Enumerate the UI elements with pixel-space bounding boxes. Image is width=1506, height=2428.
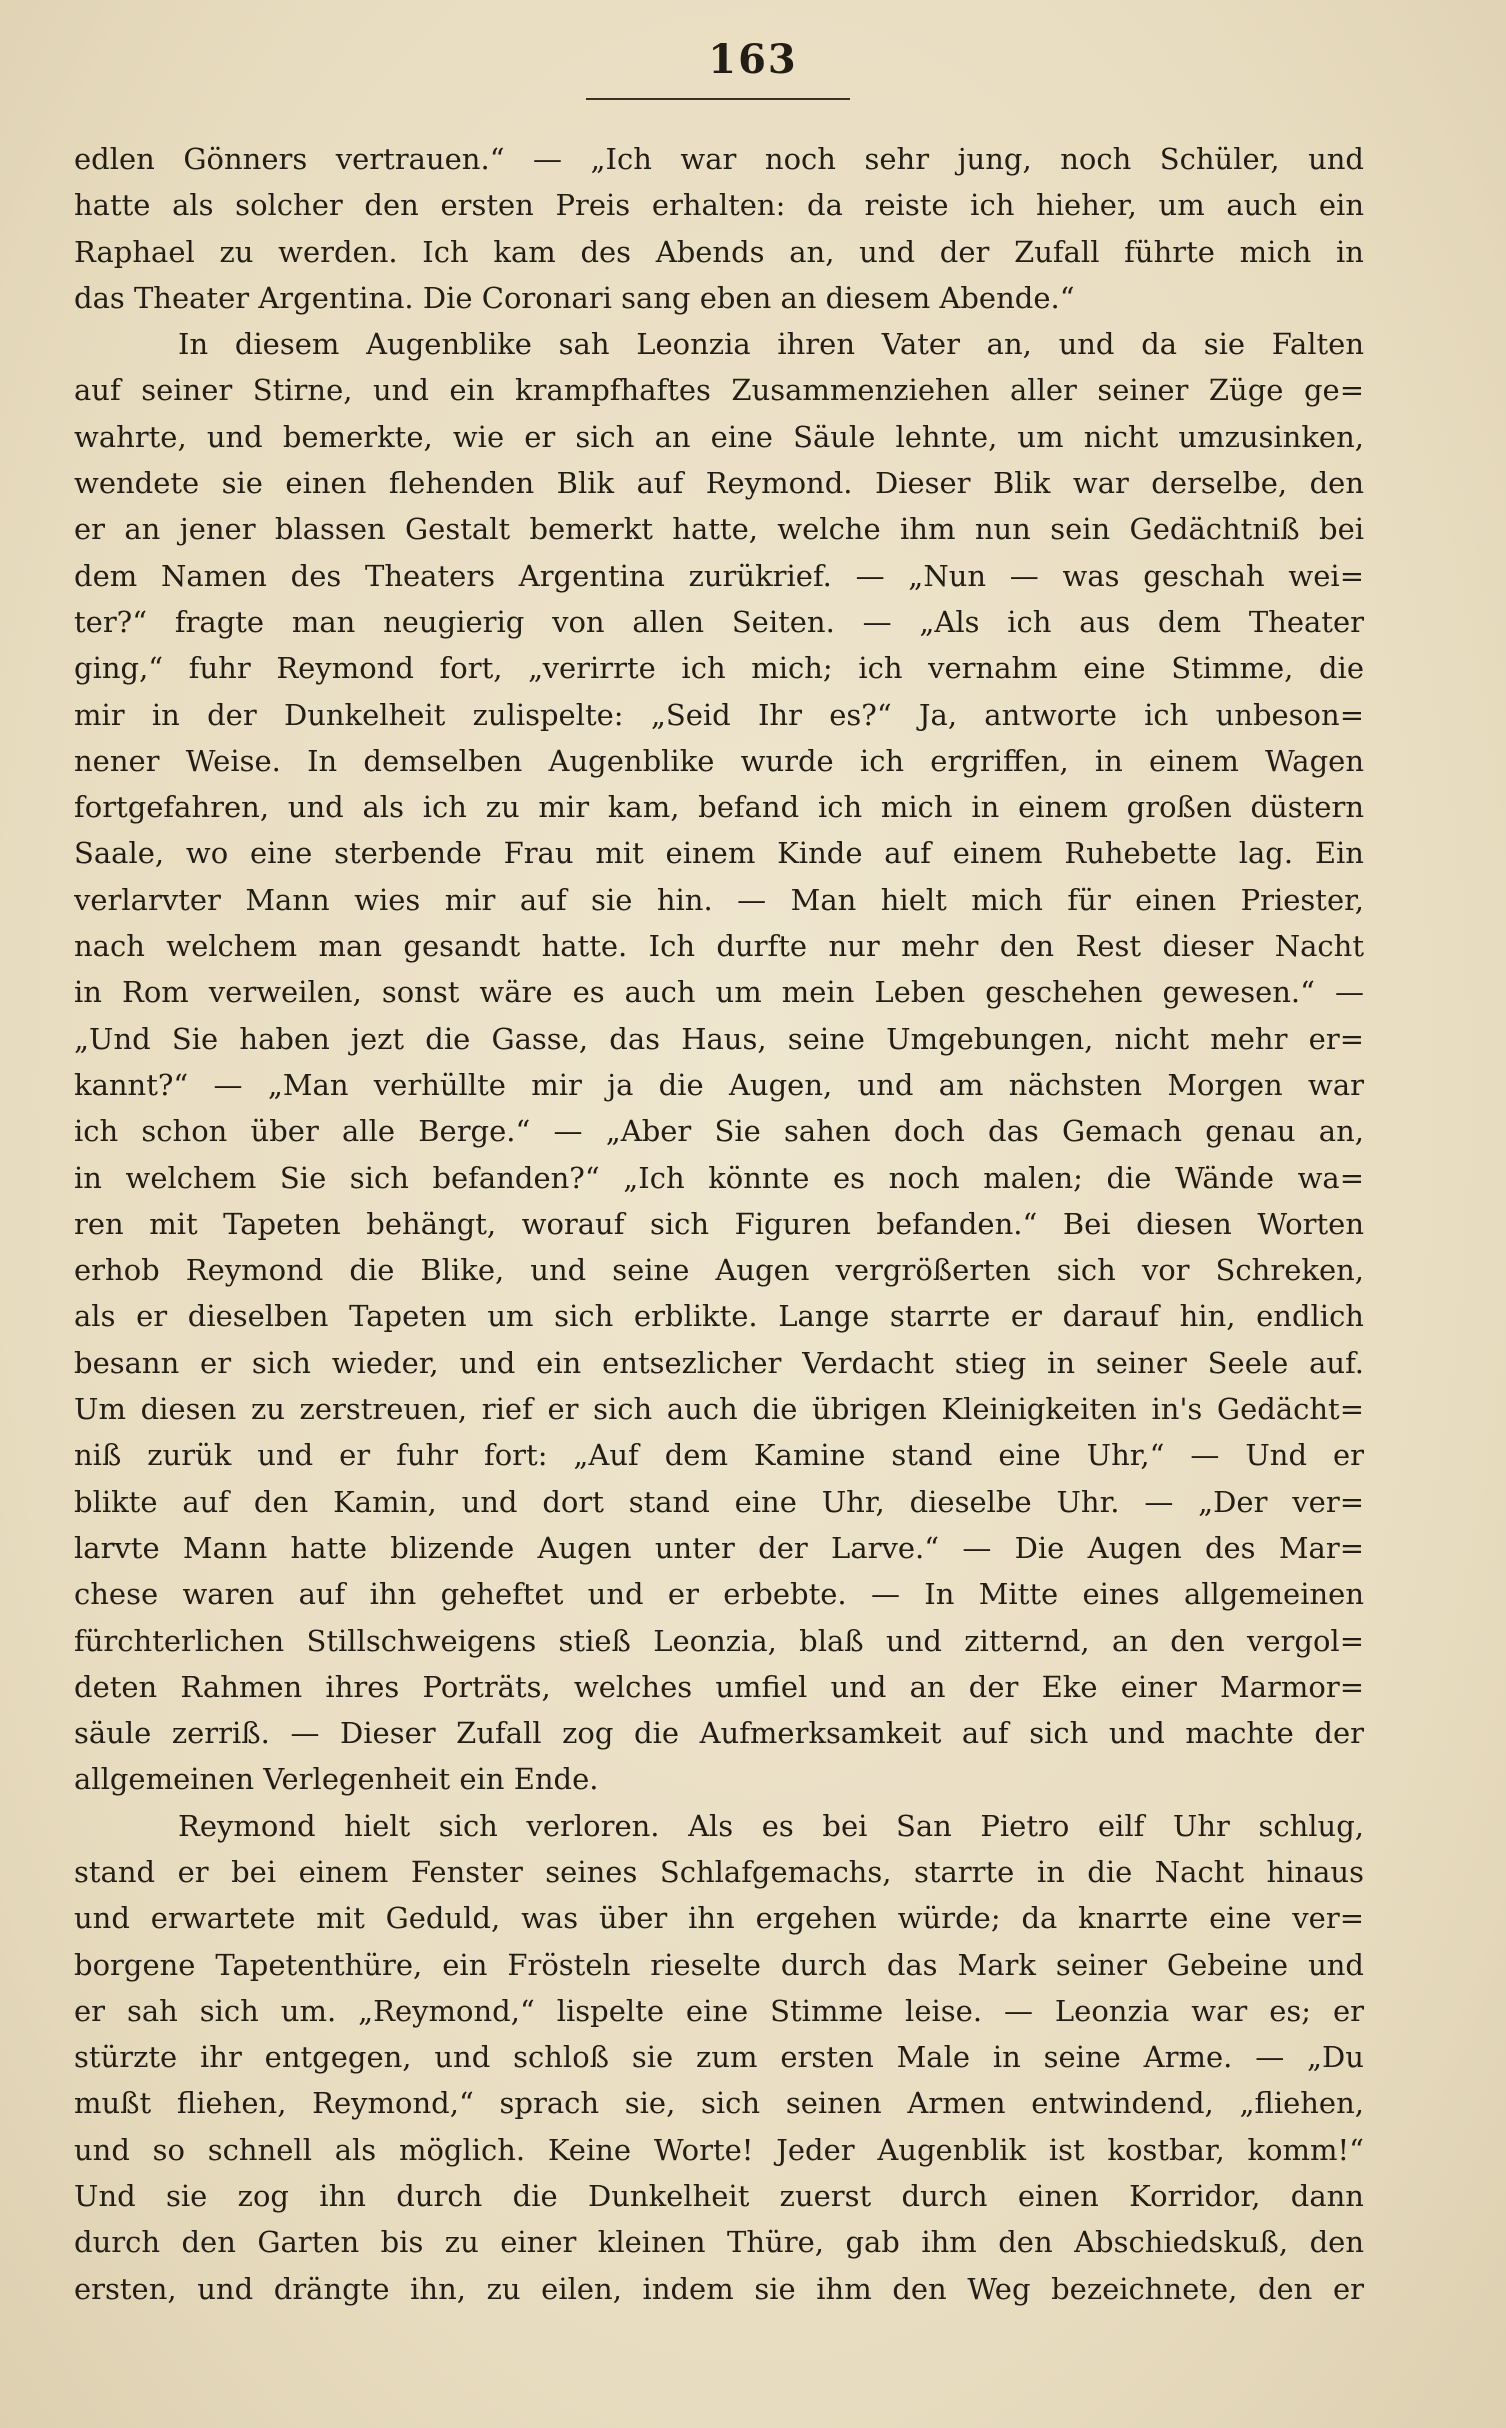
text-line: edlen Gönners vertrauen.“ — „Ich war noch sehr jung, noch Schüler, und bbox=[74, 142, 1364, 176]
text-line: larvte Mann hatte blizende Augen unter der Larve.“ — Die Augen des Mar= bbox=[74, 1530, 1364, 1565]
text-line: stand er bei einem Fenster seines Schlafgemachs, starrte in die Nacht hinaus bbox=[74, 1854, 1364, 1889]
text-line: ging,“ fuhr Reymond fort, „verirrte ich mich; ich vernahm eine Stimme, die bbox=[74, 651, 1364, 686]
text-line: fortgefahren, und als ich zu mir kam, befand ich mich in einem großen düstern bbox=[74, 790, 1364, 825]
text-line: wahrte, und bemerkte, wie er sich an eine Säule lehnte, um nicht umzusinken, bbox=[74, 419, 1364, 454]
text-line: wendete sie einen flehenden Blik auf Reymond. Dieser Blik war derselbe, den bbox=[74, 466, 1364, 501]
text-line: das Theater Argentina. Die Coronari sang eben an diesem Abende.“ bbox=[74, 280, 1075, 315]
header-rule bbox=[586, 98, 850, 100]
text-line: chese waren auf ihn geheftet und er erbebte. — In Mitte eines allgemeinen bbox=[74, 1577, 1364, 1612]
text-line: deten Rahmen ihres Porträts, welches umfiel und an der Eke einer Marmor= bbox=[74, 1669, 1364, 1704]
text-line: blikte auf den Kamin, und dort stand eine Uhr, dieselbe Uhr. — „Der ver= bbox=[74, 1484, 1364, 1519]
text-line: fürchterlichen Stillschweigens stieß Leonzia, blaß und zitternd, an den vergol= bbox=[74, 1623, 1364, 1658]
text-line: und so schnell als möglich. Keine Worte! Jeder Augenblik ist kostbar, komm!“ bbox=[74, 2132, 1364, 2167]
text-line: ren mit Tapeten behängt, worauf sich Figuren befanden.“ Bei diesen Worten bbox=[74, 1206, 1364, 1241]
text-line: mußt fliehen, Reymond,“ sprach sie, sich seinen Armen entwindend, „fliehen, bbox=[74, 2086, 1364, 2121]
text-line: hatte als solcher den ersten Preis erhalten: da reiste ich hieher, um auch ein bbox=[74, 188, 1364, 223]
text-line: verlarvter Mann wies mir auf sie hin. — Man hielt mich für einen Priester, bbox=[74, 882, 1364, 917]
text-line: Und sie zog ihn durch die Dunkelheit zuerst durch einen Korridor, dann bbox=[74, 2179, 1364, 2214]
text-line: kannt?“ — „Man verhüllte mir ja die Augen, und am nächsten Morgen war bbox=[74, 1067, 1364, 1102]
text-line: er an jener blassen Gestalt bemerkt hatte, welche ihm nun sein Gedächtniß bei bbox=[74, 512, 1364, 547]
text-line: ter?“ fragte man neugierig von allen Seiten. — „Als ich aus dem Theater bbox=[74, 604, 1364, 639]
body-text bbox=[74, 136, 1364, 2312]
text-line: in welchem Sie sich befanden?“ „Ich könnte es noch malen; die Wände wa= bbox=[74, 1160, 1364, 1195]
text-line: ich schon über alle Berge.“ — „Aber Sie sahen doch das Gemach genau an, bbox=[74, 1114, 1364, 1149]
text-line: besann er sich wieder, und ein entsezlicher Verdacht stieg in seiner Seele auf. bbox=[74, 1345, 1364, 1380]
text-line: Raphael zu werden. Ich kam des Abends an, und der Zufall führte mich in bbox=[74, 234, 1364, 269]
text-line: säule zerriß. — Dieser Zufall zog die Aufmerksamkeit auf sich und machte der bbox=[74, 1716, 1364, 1751]
text-line: Saale, wo eine sterbende Frau mit einem Kinde auf einem Ruhebette lag. Ein bbox=[74, 836, 1364, 871]
text-line: allgemeinen Verlegenheit ein Ende. bbox=[74, 1762, 599, 1797]
text-line: Reymond hielt sich verloren. Als es bei San Pietro eilf Uhr schlug, bbox=[178, 1808, 1364, 1843]
text-line: Um diesen zu zerstreuen, rief er sich auch die übrigen Kleinigkeiten in's Gedächt= bbox=[74, 1392, 1364, 1427]
text-line: durch den Garten bis zu einer kleinen Thüre, gab ihm den Abschiedskuß, den bbox=[74, 2225, 1364, 2260]
text-line: und erwartete mit Geduld, was über ihn ergehen würde; da knarrte eine ver= bbox=[74, 1901, 1364, 1936]
text-line: dem Namen des Theaters Argentina zurükrief. — „Nun — was geschah wei= bbox=[74, 558, 1364, 593]
text-line: erhob Reymond die Blike, und seine Augen vergrößerten sich vor Schreken, bbox=[74, 1253, 1364, 1288]
text-line: er sah sich um. „Reymond,“ lispelte eine Stimme leise. — Leonzia war es; er bbox=[74, 1993, 1364, 2028]
text-line: mir in der Dunkelheit zulispelte: „Seid Ihr es?“ Ja, antworte ich unbeson= bbox=[74, 697, 1364, 732]
text-line: „Und Sie haben jezt die Gasse, das Haus, seine Umgebungen, nicht mehr er= bbox=[74, 1021, 1364, 1056]
text-line: stürzte ihr entgegen, und schloß sie zum ersten Male in seine Arme. — „Du bbox=[74, 2040, 1364, 2075]
text-line: borgene Tapetenthüre, ein Frösteln rieselte durch das Mark seiner Gebeine und bbox=[74, 1947, 1364, 1982]
text-line: in Rom verweilen, sonst wäre es auch um mein Leben geschehen gewesen.“ — bbox=[74, 975, 1364, 1010]
text-line: nener Weise. In demselben Augenblike wurde ich ergriffen, in einem Wagen bbox=[74, 743, 1364, 778]
text-line: nach welchem man gesandt hatte. Ich durfte nur mehr den Rest dieser Nacht bbox=[74, 929, 1364, 964]
text-line: auf seiner Stirne, und ein krampfhaftes Zusammenziehen aller seiner Züge ge= bbox=[74, 373, 1364, 408]
page-number: 163 bbox=[708, 36, 798, 83]
text-line: In diesem Augenblike sah Leonzia ihren Vater an, und da sie Falten bbox=[178, 327, 1364, 362]
text-line: als er dieselben Tapeten um sich erblikte. Lange starrte er darauf hin, endlich bbox=[74, 1299, 1364, 1334]
text-line: niß zurük und er fuhr fort: „Auf dem Kamine stand eine Uhr,“ — Und er bbox=[74, 1438, 1364, 1473]
text-line: ersten, und drängte ihn, zu eilen, indem sie ihm den Weg bezeichnete, den er bbox=[74, 2271, 1364, 2306]
